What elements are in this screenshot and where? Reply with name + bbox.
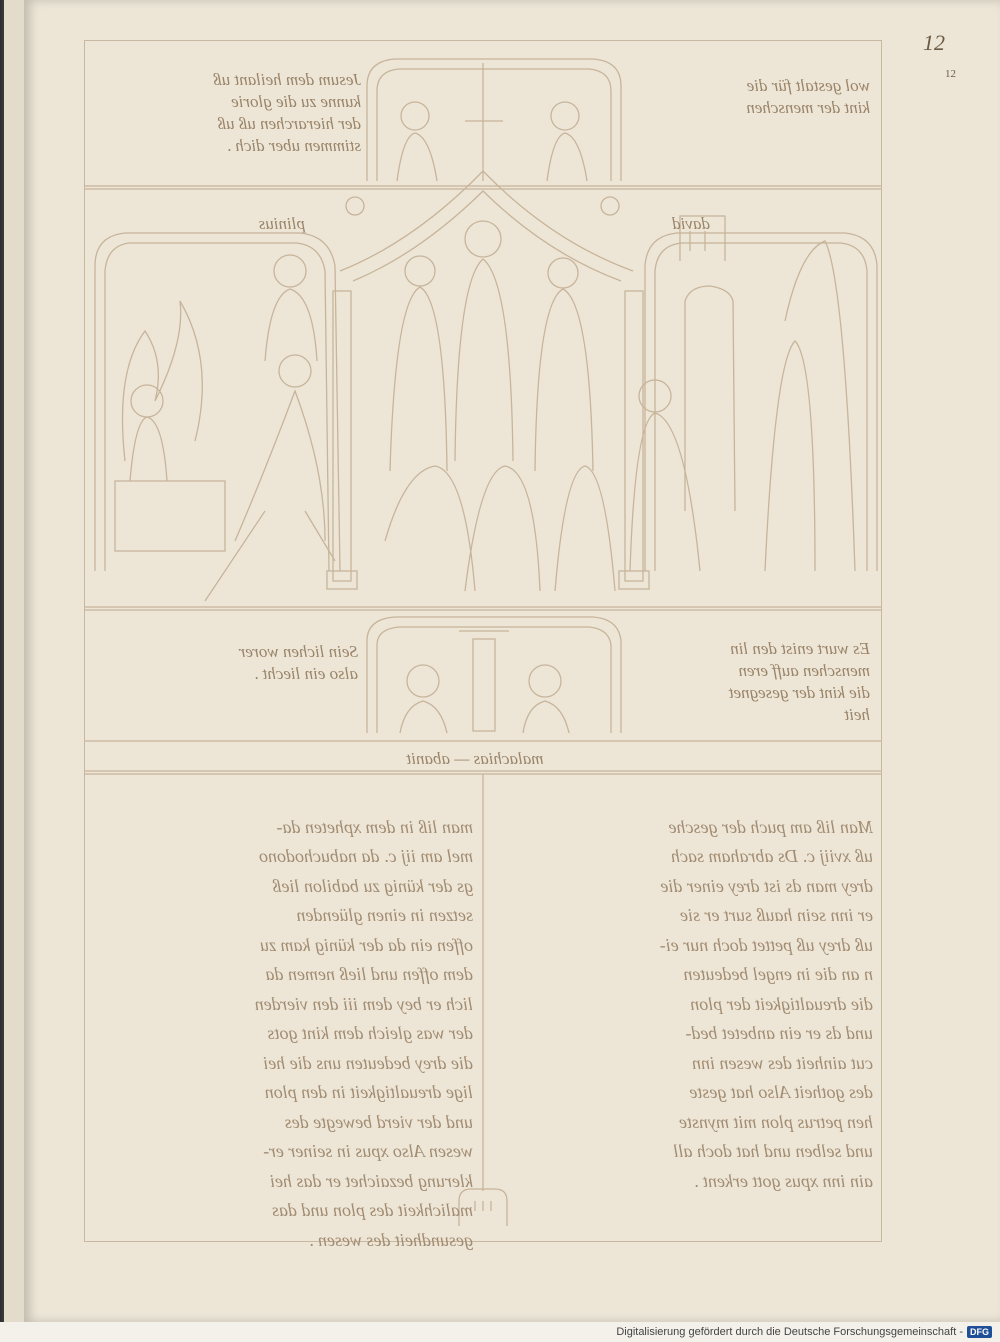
label-david: david (672, 214, 710, 233)
section-heading: malachias — abanit (406, 749, 544, 768)
folio-number-small: 12 (945, 68, 956, 80)
footer-bar (0, 1322, 1000, 1342)
footer-credit: Digitalisierung gefördert durch die Deutsche Forschungsgemeinschaft - (616, 1326, 963, 1338)
text-column-right: Man liß am puch der gesche uß xviij c. Ds abraham sach drey man ds ist drey einer die er inn sein hauß surt er sie uß drey uß pettet doch nur ei- n an die in engel bedeuten die dreualtigkeit der plon und ds er ein anbetet bed- cut ainheit des wesen inn des gotheit Also hat geste hen petrus plon mit mynste und selben und hat doch all ain inn xpus gott erkent . (659, 816, 873, 1191)
print-area (84, 40, 882, 1250)
text-column-left: man liß in dem xpheten da- mel am iij c. da nabuchodono gs der künig zu babilon ließ setzen in einen glüenden offen ein da der künig kam zu dem offen und ließ nemen da lich er bey dem iii den vierden der was gleich dem kint gots die drey bedeuten uns die hei lige dreualtigkeit in den plon und der vierd bewegte des wesen Also xpus in seiner er- klerung bezaichet er das hei malichkeit des plon und das gesundheit des wesen . (254, 816, 473, 1250)
caption-top-right: wol gestalt für die kint der menschen (746, 76, 870, 117)
caption-top-left: Jesum dem heilant uß kunne zu die glorie der hierarchen uß uß stimmen uber dich . (213, 70, 361, 155)
label-plinius: plinius (258, 214, 305, 233)
caption-middle-left: Sein lichen worer also ein liecht . (238, 642, 358, 683)
caption-middle-right: Es wurt enist den lin menschen auff eren die kint der gesegnet heit (728, 639, 870, 724)
folio-number: 12 (923, 30, 945, 55)
dfg-logo-badge: DFG (967, 1326, 992, 1338)
